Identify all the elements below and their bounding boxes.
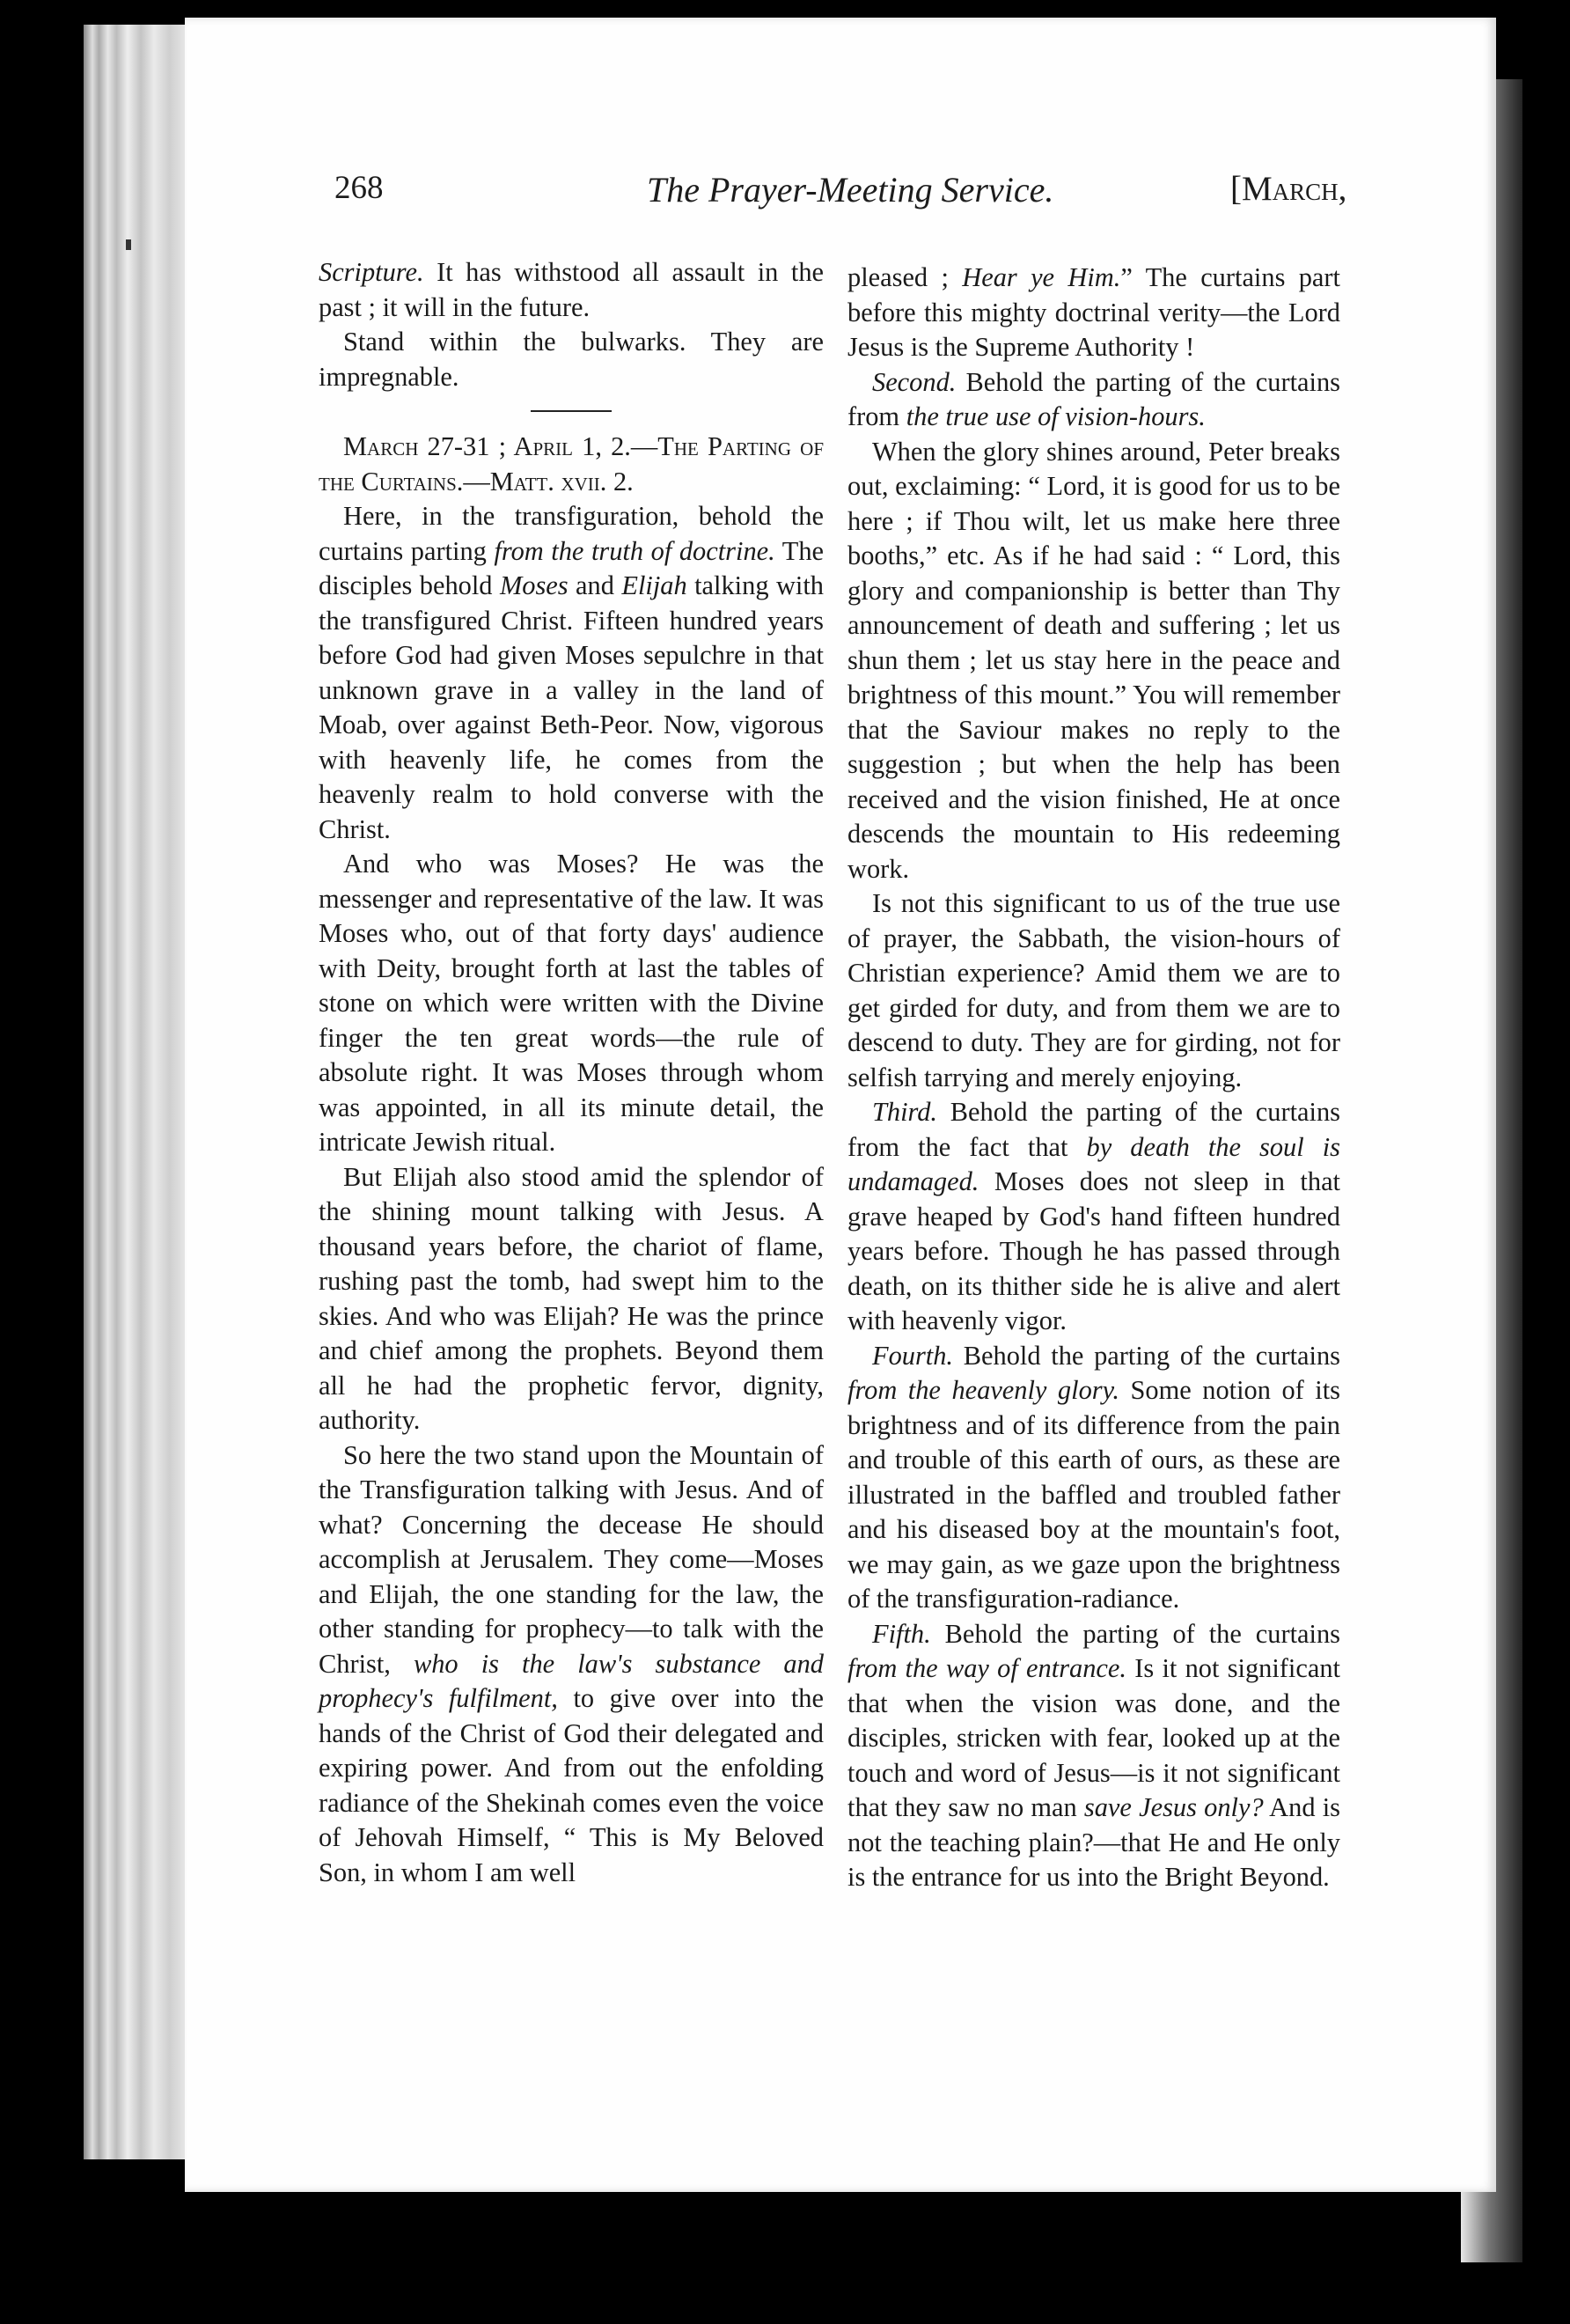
paragraph: Here, in the transfiguration, behold the curtains parting from the truth of doctrine. The disciples behold Moses and Elijah talking with the transfigured Christ. Fifteen hundred years before God had given Moses sepulchre in that unknown grave in a valley in the land of Moab, over against Beth-Peor. Now, vigorous with heavenly life, he comes from the heavenly realm to hold converse with the Christ.: [319, 501, 825, 844]
paragraph: So here the two stand upon the Mountain of the Transfiguration talking with Jesus. And of what? Concerning the decease He should accomplish at Jerusalem. They come—Moses and Elijah, the one standing for the law, the other standing for prophecy—to talk with the Christ, who is the law's substance and prophecy's fulfilment, to give over into the hands of the Christ of God their delegated and expiring power. And from out the enfolding radiance of the Shekinah comes even the voice of Jehovah Himself, “ This is My Beloved Son, in whom I am well: [319, 1439, 824, 1887]
paragraph: pleased ; Hear ye Him.” The curtains part before this mighty doctrinal verity—the Lord Jesus is the Supreme Authority !: [847, 262, 1340, 362]
margin-speck: [126, 239, 131, 250]
left-column: [319, 255, 824, 1890]
paragraph: Fourth. Behold the parting of the curtains from the heavenly glory. Some notion of its brightness and of its difference from the pain and trouble of this earth of ours, as these are illustrated in the baffled and troubled father and his diseased boy at the mountain's foot, we may gain, as we gaze upon the brightness of the transfiguration-radiance.: [847, 1340, 1340, 1614]
paragraph: But Elijah also stood amid the splendor of the shining mount talking with Jesus. A thousand years before, the chariot of flame, rushing past the tomb, had swept him to the skies. And who was Elijah? He was the prince and chief among the prophets. Beyond them all he had the prophetic fervor, dignity, authority.: [319, 1161, 824, 1435]
right-column: [847, 261, 1340, 1895]
paragraph: When the glory shines around, Peter breaks out, exclaiming: “ Lord, it is good for us to be here ; if Thou wilt, let us make here three booths,” etc. As if he had said : “ Lord, this glory and companionship is better than Thy announcement of death and suffering ; let us shun them ; let us stay here in the peace and brightness of this mount.” You will remember that the Saviour makes no reply to the suggestion ; but when the help has been received and the vision finished, He at once descends the mountain to His redeeming work.: [847, 436, 1340, 884]
paragraph: Second. Behold the parting of the curtains from the true use of vision-hours.: [847, 366, 1340, 431]
section-divider: [531, 410, 612, 412]
paragraph: Third. Behold the parting of the curtains from the fact that by death the soul is undamaged. Moses does not sleep in that grave heaped by God's hand fifteen hundred years before. Though he has passed through death, on its thither side he is alive and alert with heavenly vigor.: [847, 1097, 1340, 1335]
running-title: The Prayer-Meeting Service.: [647, 170, 1054, 210]
paragraph: Scripture. It has withstood all assault in the past ; it will in the future.: [319, 257, 824, 322]
page-edges: [84, 25, 194, 2159]
paragraph: And who was Moses? He was the messenger and representative of the law. It was Moses who, out of that forty days' audience with Deity, brought forth at last the tables of stone on which were written with the Divine finger the ten great words—the rule of absolute right. It was Moses through whom was appointed, in all its minute detail, the intricate Jewish ritual.: [319, 849, 824, 1157]
paragraph: Fifth. Behold the parting of the curtains from the way of entrance. Is it not significant that when the vision was done, and the disciples, stricken with fear, looked up at the touch and word of Jesus—is it not significant that they saw no man save Jesus only? And is not the teaching plain?—that He and He only is the entrance for us into the Bright Beyond.: [847, 1618, 1340, 1892]
page-number: 268: [334, 170, 384, 206]
month-header: [March,: [1230, 170, 1347, 208]
section-heading: March 27-31 ; April 1, 2.—The Parting of the Curtains.—Matt. xvii. 2.: [319, 431, 824, 496]
paragraph: Is not this significant to us of the true use of prayer, the Sabbath, the vision-hours of Christian experience? Amid them we are to get girded for duty, and from them we are to descend to duty. They are for girding, not for selfish tarrying and merely enjoying.: [847, 888, 1340, 1092]
paragraph: Stand within the bulwarks. They are impregnable.: [319, 327, 824, 392]
